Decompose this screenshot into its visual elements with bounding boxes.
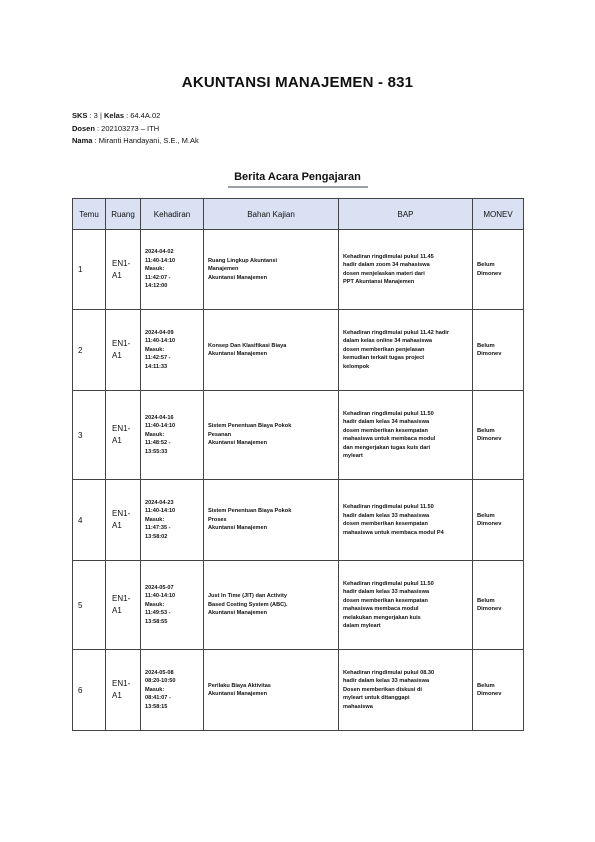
cell-line: hadir dalam kelas 33 mahasiswa <box>343 589 430 595</box>
meta-nama-line <box>72 135 199 148</box>
cell-line: Masuk: <box>145 601 165 608</box>
meta-dosen-label: Dosen <box>72 123 95 133</box>
cell-line: Akuntansi Manajemen <box>208 610 268 617</box>
cell-line: A1 <box>112 436 122 445</box>
cell-ruang <box>106 480 141 561</box>
cell-line: 11:40-14:10 <box>145 423 176 430</box>
cell-line: 11:40-14:10 <box>145 508 176 515</box>
cell-line: 08:41:07 - <box>145 695 171 702</box>
cell-ruang <box>106 230 141 310</box>
cell-line: 11:40-14:10 <box>145 593 176 600</box>
cell-line: dalam myleart <box>343 623 381 629</box>
cell-monev <box>473 230 524 310</box>
cell-line: 13:58:55 <box>145 618 168 625</box>
cell-line: 13:58:02 <box>145 533 168 540</box>
header-temu: Temu <box>73 199 106 230</box>
cell-line: Just In Time (JIT) dan Activity <box>208 593 287 600</box>
cell-line: Dimonev <box>477 351 502 357</box>
cell-line: Masuk: <box>145 431 165 438</box>
cell-line: Dimonev <box>477 270 502 277</box>
meta-kelas-value: : 64.4A.02 <box>126 111 161 120</box>
cell-bahan-kajian <box>204 650 339 731</box>
cell-temu: 4 <box>73 480 106 561</box>
cell-line: Kehadiran ringdimulai pukul 11.50 <box>343 504 434 510</box>
cell-line: 2024-04-09 <box>145 329 174 336</box>
cell-line: Proses <box>208 516 227 523</box>
header-bap: BAP <box>339 199 473 230</box>
cell-kehadiran <box>141 391 204 480</box>
cell-line: Dimonev <box>477 691 502 697</box>
cell-line: Akuntansi Manajemen <box>208 440 268 447</box>
cell-bahan-kajian <box>204 391 339 480</box>
cell-line: Belum <box>477 512 495 519</box>
cell-line: hadir dalam kelas 33 mahasiswa <box>343 512 430 519</box>
cell-bap <box>339 391 473 480</box>
cell-line: Kehadiran ringdimulai pukul 11.50 <box>343 580 434 587</box>
header-monev: MONEV <box>473 199 524 230</box>
meta-dosen-line <box>72 123 199 136</box>
cell-line: hadir dalam kelas 34 mahasiswa <box>343 419 430 425</box>
cell-line: Masuk: <box>145 266 165 273</box>
cell-line: melakukan mengerjakan kuis <box>343 614 421 621</box>
table-row <box>73 391 524 480</box>
cell-line: mahasiswa membaca modul <box>343 606 419 612</box>
cell-line: 13:55:33 <box>145 448 168 455</box>
cell-line: A1 <box>112 351 122 360</box>
cell-line: 14:12:00 <box>145 283 168 290</box>
cell-monev <box>473 650 524 731</box>
table-header-row <box>73 199 524 230</box>
cell-line: hadir dalam zoom 34 mahasiswa <box>343 262 430 268</box>
cell-bap <box>339 480 473 561</box>
cell-ruang <box>106 310 141 391</box>
header-kehadiran: Kehadiran <box>141 199 204 230</box>
cell-ruang <box>106 561 141 650</box>
cell-line: Belum <box>477 342 495 349</box>
cell-line: 14:11:33 <box>145 363 168 370</box>
cell-bahan-kajian <box>204 561 339 650</box>
cell-line: 2024-05-07 <box>145 584 174 591</box>
cell-line: Akuntansi Manajemen <box>208 274 268 281</box>
header-bahan-kajian: Bahan Kajian <box>204 199 339 230</box>
cell-kehadiran <box>141 650 204 731</box>
cell-line: dosen memberikan penjelasan <box>343 346 425 353</box>
cell-line: EN1- <box>112 424 131 433</box>
cell-line: 11:40-14:10 <box>145 338 176 345</box>
cell-line: Sistem Penentuan Biaya Pokok <box>208 508 292 515</box>
cell-monev <box>473 480 524 561</box>
cell-line: Kehadiran ringdimulai pukul 11.45 <box>343 253 434 260</box>
table-row <box>73 650 524 731</box>
cell-line: Kehadiran ringdimulai pukul 11.42 hadir <box>343 329 449 336</box>
table-row <box>73 310 524 391</box>
cell-line: kemudian terkait tugas project <box>343 355 425 362</box>
meta-nama-value: : Miranti Handayani, S.E., M.Ak <box>94 136 199 145</box>
cell-line: Masuk: <box>145 516 165 523</box>
meta-sks-label: SKS <box>72 111 88 120</box>
cell-line: Belum <box>477 262 495 268</box>
cell-line: 11:49:53 - <box>145 610 171 617</box>
cell-line: Masuk: <box>145 346 165 353</box>
cell-line: Dimonev <box>477 606 502 612</box>
cell-line: EN1- <box>112 509 131 518</box>
cell-ruang <box>106 650 141 731</box>
section-divider <box>228 186 368 188</box>
cell-line: 11:48:52 - <box>145 440 171 447</box>
cell-line: Kehadiran ringdimulai pukul 11.50 <box>343 410 434 417</box>
cell-line: Belum <box>477 427 495 434</box>
cell-line: mahasiswa untuk membaca modul <box>343 436 436 442</box>
cell-line: 13:58:15 <box>145 703 168 710</box>
cell-line: Konsep Dan Klasifikasi Biaya <box>208 342 287 349</box>
cell-line: hadir dalam kelas 33 mahasiswa <box>343 678 430 685</box>
cell-line: Belum <box>477 597 495 604</box>
cell-line: Belum <box>477 682 495 689</box>
course-meta <box>72 110 199 148</box>
cell-ruang <box>106 391 141 480</box>
cell-temu: 6 <box>73 650 106 731</box>
cell-line: 2024-04-16 <box>145 414 174 421</box>
cell-line: Based Costing System (ABC). <box>208 601 288 608</box>
table-row <box>73 561 524 650</box>
cell-line: EN1- <box>112 679 131 688</box>
cell-line: 11:40-14:10 <box>145 257 176 264</box>
cell-line: Akuntansi Manajemen <box>208 691 268 697</box>
cell-line: Masuk: <box>145 686 165 693</box>
cell-monev <box>473 561 524 650</box>
cell-line: 2024-04-23 <box>145 499 174 506</box>
cell-line: EN1- <box>112 339 131 348</box>
cell-kehadiran <box>141 230 204 310</box>
cell-line: dosen menjelaskan materi dari <box>343 270 425 277</box>
header-ruang: Ruang <box>106 199 141 230</box>
cell-bap <box>339 230 473 310</box>
cell-line: Sistem Penentuan Biaya Pokok <box>208 423 292 430</box>
cell-line: 11:42:07 - <box>145 274 171 281</box>
cell-line: Akuntansi Manajemen <box>208 351 268 357</box>
cell-line: Dimonev <box>477 436 502 442</box>
document-title: AKUNTANSI MANAJEMEN - 831 <box>181 74 414 91</box>
cell-line: PPT Akuntansi Manajemen <box>343 279 415 285</box>
cell-bahan-kajian <box>204 310 339 391</box>
cell-line: Pesanan <box>208 431 232 438</box>
cell-line: mahasiswa untuk membaca modul P4 <box>343 529 444 536</box>
cell-line: Manajemen <box>208 266 239 273</box>
cell-temu: 3 <box>73 391 106 480</box>
cell-kehadiran <box>141 310 204 391</box>
cell-monev <box>473 310 524 391</box>
cell-line: mahasiswa <box>343 703 373 710</box>
cell-line: Dosen memberikan diskusi di <box>343 686 422 693</box>
cell-bap <box>339 310 473 391</box>
cell-monev <box>473 391 524 480</box>
table-row <box>73 480 524 561</box>
cell-line: kelompok <box>343 363 370 370</box>
cell-kehadiran <box>141 561 204 650</box>
meta-sks-value: : 3 | <box>89 111 102 120</box>
cell-line: EN1- <box>112 258 131 268</box>
cell-bahan-kajian <box>204 480 339 561</box>
cell-line: 2024-04-02 <box>145 249 174 256</box>
meta-kelas-label: Kelas <box>103 111 124 120</box>
cell-line: Dimonev <box>477 521 502 527</box>
cell-bap <box>339 561 473 650</box>
table-row <box>73 230 524 310</box>
cell-bahan-kajian <box>204 230 339 310</box>
cell-temu: 5 <box>73 561 106 650</box>
meta-dosen-value: : 202103273 – ITH <box>97 123 160 133</box>
cell-temu: 2 <box>73 310 106 391</box>
meta-sks-kelas-line <box>72 110 199 123</box>
cell-line: myleart <box>343 453 363 459</box>
cell-line: myleart untuk ditanggapi <box>343 695 410 702</box>
cell-line: Ruang Lingkup Akuntansi <box>208 257 278 264</box>
cell-line: A1 <box>112 521 122 530</box>
cell-line: Kehadiran ringdimulai pukul 08.30 <box>343 669 435 676</box>
cell-line: dosen memberikan kesempatan <box>343 521 428 527</box>
cell-line: dan mengerjakan tugas kuis dari <box>343 444 431 451</box>
cell-line: dosen memberikan kesempatan <box>343 597 428 604</box>
cell-kehadiran <box>141 480 204 561</box>
cell-line: 08:20-10:50 <box>145 678 176 685</box>
cell-line: 2024-05-08 <box>145 669 174 676</box>
cell-line: Akuntansi Manajemen <box>208 525 268 532</box>
cell-line: A1 <box>112 606 122 615</box>
section-title: Berita Acara Pengajaran <box>234 171 361 183</box>
cell-line: 11:42:57 - <box>145 355 171 362</box>
cell-line: 11:47:35 - <box>145 525 171 532</box>
cell-temu: 1 <box>73 230 106 310</box>
cell-line: dalam kelas online 34 mahasiswa <box>343 338 432 345</box>
cell-line: Perilaku Biaya Aktivitas <box>208 682 271 689</box>
cell-bap <box>339 650 473 731</box>
cell-line: EN1- <box>112 594 131 603</box>
bap-table <box>72 198 524 731</box>
cell-line: A1 <box>112 270 122 280</box>
meta-nama-label: Nama <box>72 136 93 145</box>
cell-line: A1 <box>112 691 122 700</box>
cell-line: dosen memberikan kesempatan <box>343 427 428 434</box>
